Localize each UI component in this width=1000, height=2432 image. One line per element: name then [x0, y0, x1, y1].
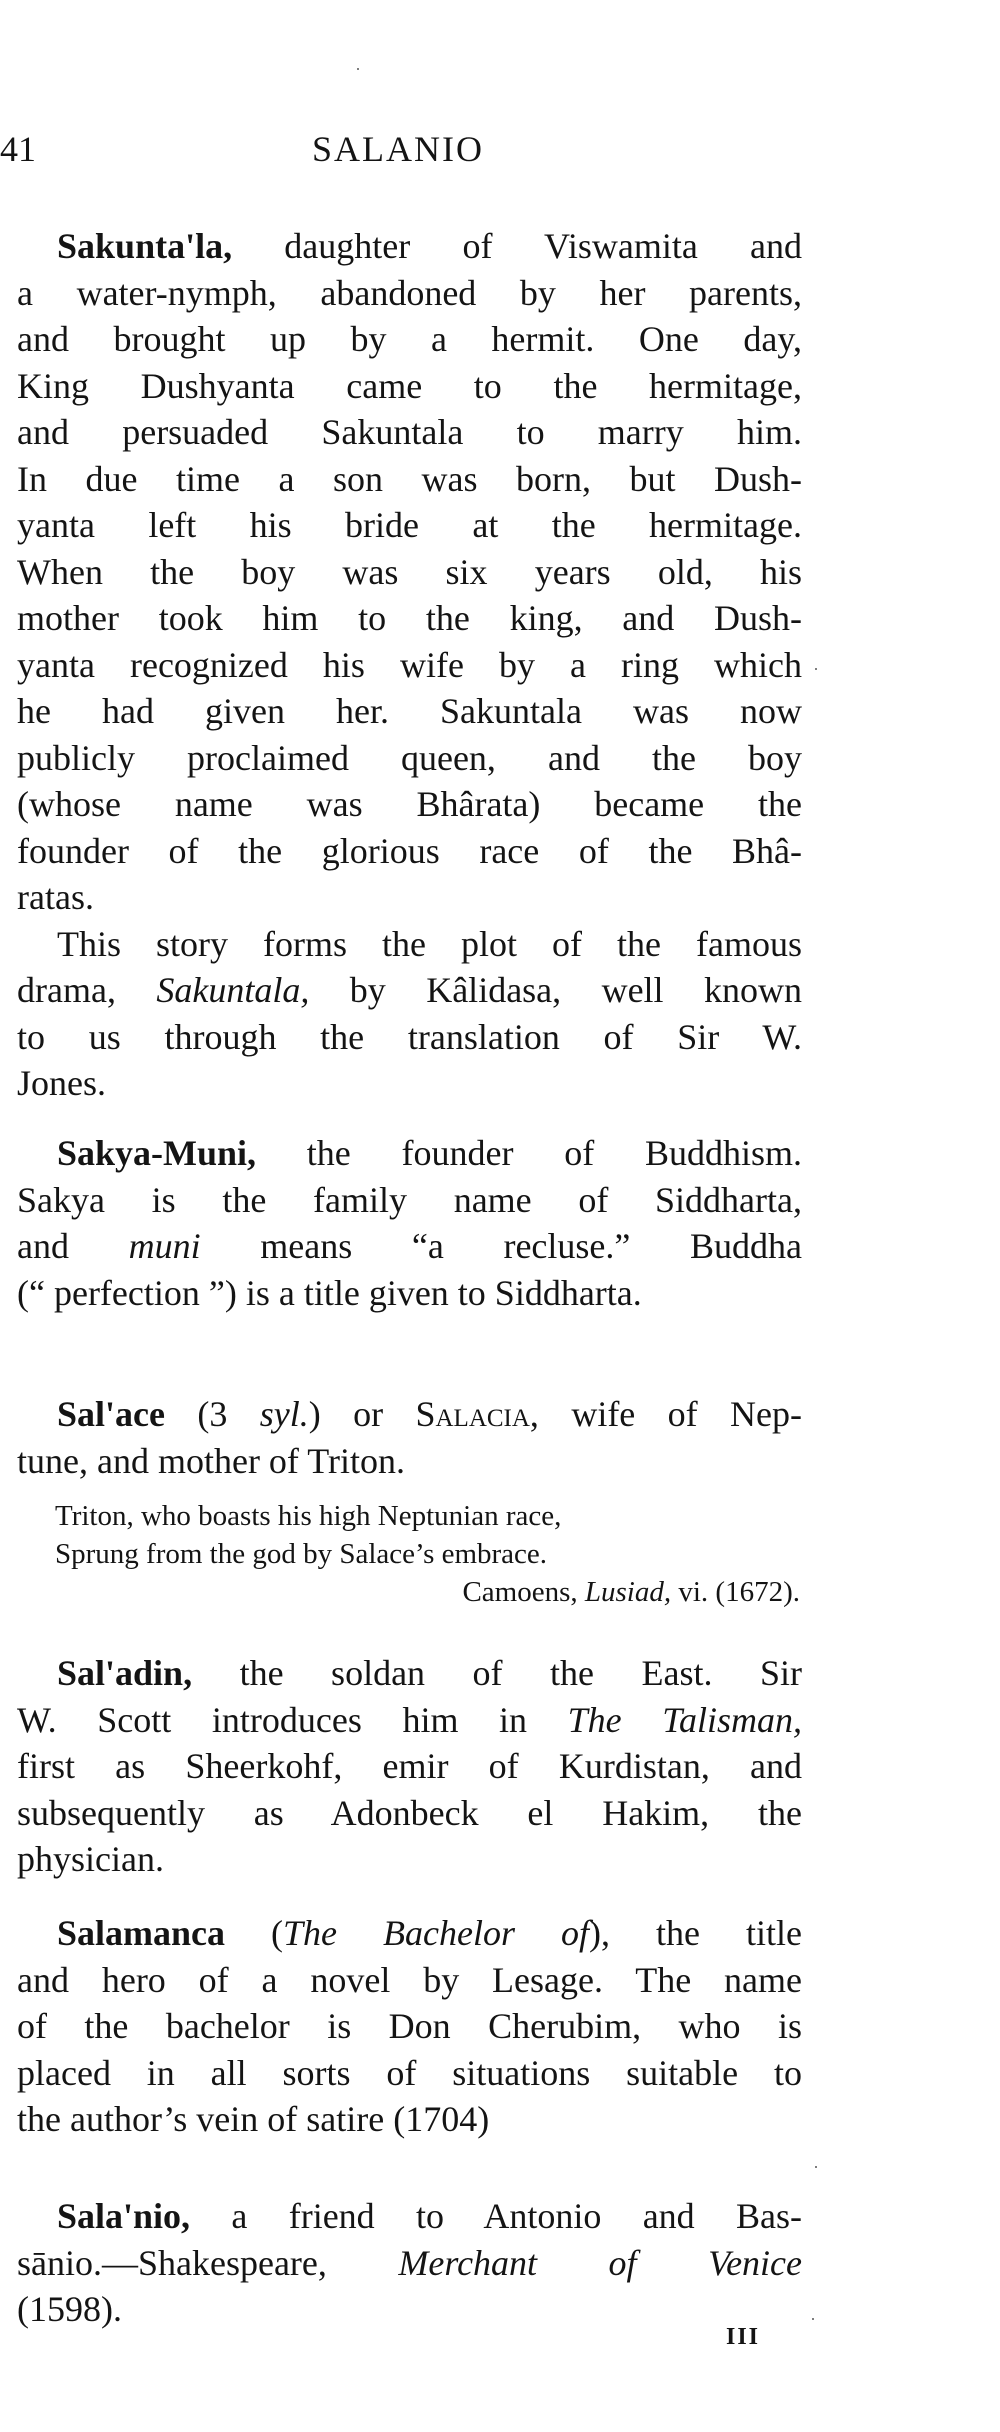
entry-line: In due time a son was born, but Dush- — [17, 458, 802, 499]
signature-mark: III — [726, 2324, 761, 2350]
quote-line: Triton, who boasts his high Neptunian race, — [55, 1500, 562, 1532]
headword: Salamanca — [57, 1913, 226, 1953]
entry-line: tune, and mother of Triton. — [17, 1440, 405, 1481]
entry-line: publicly proclaimed queen, and the boy — [17, 737, 802, 778]
entry-line: Sakya-Muni, the founder of Buddhism. — [57, 1133, 802, 1173]
entry-line: Sakya is the family name of Siddharta, — [17, 1179, 802, 1220]
entry-line: This story forms the plot of the famous — [57, 923, 802, 964]
entry-line: to us through the translation of Sir W. — [17, 1016, 802, 1057]
quote-citation: Camoens, Lusiad, vi. (1672). — [462, 1576, 800, 1608]
headword: Sakya-Muni, — [57, 1133, 257, 1173]
entry-line: King Dushyanta came to the hermitage, — [17, 365, 802, 406]
entry-line: a water-nymph, abandoned by her parents, — [17, 272, 802, 313]
entry-line: Sala'nio, a friend to Antonio and Bas- — [57, 2196, 802, 2236]
entry-saladin — [17, 1650, 802, 1883]
entry-line: mother took him to the king, and Dush- — [17, 598, 802, 638]
entry-line: and muni means “a recluse.” Buddha — [17, 1226, 802, 1266]
print-speck — [357, 68, 359, 70]
running-title: SALANIO — [312, 129, 484, 169]
entry-line: sānio.—Shakespeare, Merchant of Venice — [17, 2242, 803, 2283]
entry-line: founder of the glorious race of the Bhâ- — [17, 830, 802, 871]
entry-line: and persuaded Sakuntala to marry him. — [17, 412, 802, 452]
entry-salamanca — [17, 1910, 802, 2143]
entry-salace — [17, 1391, 802, 1484]
entry-line: drama, Sakuntala, by Kâlidasa, well known — [17, 970, 802, 1010]
entry-line: ratas. — [17, 877, 94, 917]
print-speck — [815, 668, 817, 670]
headword: Sal'adin, — [57, 1653, 193, 1693]
running-header — [0, 128, 1000, 188]
headword: Sakunta'la, — [57, 226, 233, 266]
entry-sakya-muni — [17, 1130, 802, 1316]
entry-line: first as Sheerkohf, emir of Kurdistan, and — [17, 1746, 802, 1786]
entry-line: placed in all sorts of situations suitable to — [17, 2052, 802, 2093]
entry-line: Jones. — [17, 1063, 106, 1103]
headword: Sal'ace — [57, 1394, 165, 1434]
print-speck — [815, 2166, 817, 2168]
entry-line: the author’s vein of satire (1704) — [17, 2099, 490, 2139]
entry-line: he had given her. Sakuntala was now — [17, 691, 802, 731]
entry-line: of the bachelor is Don Cherubim, who is — [17, 2006, 802, 2046]
verse-quote — [55, 1497, 800, 1611]
entry-line: and hero of a novel by Lesage. The name — [17, 1959, 802, 2000]
quote-line: Sprung from the god by Salace’s embrace. — [55, 1538, 548, 1570]
print-speck — [812, 2318, 814, 2320]
entry-line: (“ perfection ”) is a title given to Siddharta. — [17, 1272, 642, 1313]
entry-line: W. Scott introduces him in The Talisman, — [17, 1699, 802, 1740]
page-number: 41 — [0, 129, 36, 169]
entry-line: When the boy was six years old, his — [17, 551, 802, 592]
entry-line: Sal'ace (3 syl.) or Salacia, wife of Nep- — [57, 1394, 802, 1434]
entry-line: Sakunta'la, daughter of Viswamita and — [57, 226, 802, 266]
entry-salanio — [17, 2193, 802, 2333]
entry-line: yanta recognized his wife by a ring which — [17, 644, 802, 685]
entry-line: (whose name was Bhârata) became the — [17, 784, 802, 824]
entry-sakuntala — [17, 223, 802, 1107]
entry-line: physician. — [17, 1839, 164, 1879]
entry-line: yanta left his bride at the hermitage. — [17, 505, 802, 545]
headword: Sala'nio, — [57, 2196, 191, 2236]
entry-line: Sal'adin, the soldan of the East. Sir — [57, 1653, 802, 1693]
entry-line: Salamanca (The Bachelor of), the title — [57, 1913, 802, 1953]
entry-line: subsequently as Adonbeck el Hakim, the — [17, 1792, 802, 1833]
entry-line: and brought up by a hermit. One day, — [17, 319, 802, 359]
entry-line: (1598). — [17, 2289, 122, 2329]
